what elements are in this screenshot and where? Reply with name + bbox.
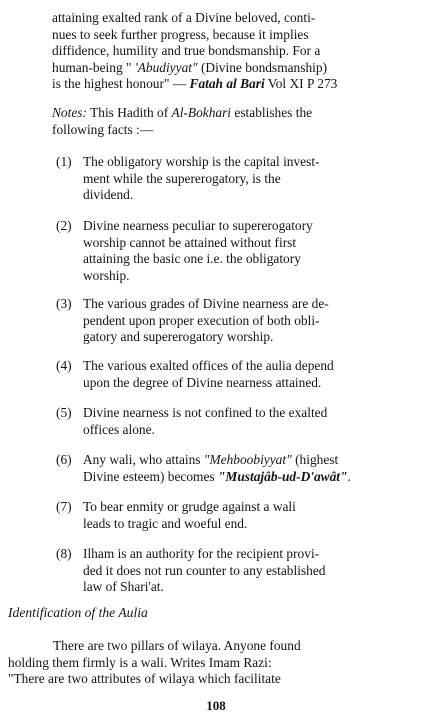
text-line: worship. xyxy=(83,267,130,283)
notes-label: Notes: xyxy=(52,105,87,120)
text-line: The various exalted offices of the aulia depend xyxy=(83,358,334,373)
item-number: (6) xyxy=(56,452,72,467)
text-line: "There are two attributes of wilaya which facilitate xyxy=(8,671,281,686)
item-number: (8) xyxy=(56,546,72,561)
page-number: 108 xyxy=(206,698,226,713)
text-line: upon the degree of Divine nearness attained. xyxy=(83,374,322,390)
text-line: ded it does not run counter to any established xyxy=(83,562,326,578)
text-line: To bear enmity or grudge against a wali xyxy=(83,499,296,514)
item-number: (1) xyxy=(56,154,72,169)
text-line: worship cannot be attained without first xyxy=(83,234,297,250)
item-number: (5) xyxy=(56,405,72,420)
text-line: Ilham is an authority for the recipient provi- xyxy=(83,546,320,561)
text-line: attaining exalted rank of a Divine beloved, conti- xyxy=(52,10,316,25)
text-line: is the highest honour" — Fatah al Bari Vol XI P 273 xyxy=(52,76,338,91)
text-line: following facts :— xyxy=(52,121,154,137)
item-number: (2) xyxy=(56,218,72,233)
text-line: Divine esteem) becomes "Mustajâb-ud-D'awât". xyxy=(83,468,351,484)
italic-term: 'Abudiyyat" xyxy=(134,59,198,75)
italic-term: Al-Bokhari xyxy=(171,105,232,120)
text-line: offices alone. xyxy=(83,421,155,437)
italic-term: "Mehboobiyyat" xyxy=(203,452,292,467)
text-line: gatory and supererogatory worship. xyxy=(83,329,274,344)
body-paragraph xyxy=(8,638,418,688)
text-line: law of Shari'at. xyxy=(83,579,164,594)
text-line: diffidence, humility and true bondsmanship. For a xyxy=(52,43,321,58)
item-number: (3) xyxy=(56,296,72,311)
item-number: (4) xyxy=(56,358,72,373)
intro-paragraph xyxy=(52,10,412,93)
notes-paragraph xyxy=(52,105,412,138)
text-line: Divine nearness is not confined to the exalted xyxy=(83,405,328,420)
text-line: The various grades of Divine nearness are de- xyxy=(83,296,329,311)
text-line: human-being " 'Abudiyyat" (Divine bondsmanship) xyxy=(52,59,328,75)
text-line: Any wali, who attains "Mehboobiyyat" (highest xyxy=(83,452,339,467)
text-line: leads to tragic and woeful end. xyxy=(83,515,248,531)
text-line: nues to seek further progress, because it implies xyxy=(52,26,309,42)
source-citation: Fatah al Bari xyxy=(189,76,265,91)
text-line: ment while the supererogatory, is the xyxy=(83,170,281,186)
italic-term: "Mustajâb-ud-D'awât" xyxy=(217,468,348,484)
text-line: There are two pillars of wilaya. Anyone found xyxy=(53,638,301,653)
text-line: attaining the basic one i.e. the obligatory xyxy=(83,251,301,266)
text-line: dividend. xyxy=(83,187,134,202)
text-line: Divine nearness peculiar to supererogatory xyxy=(83,218,313,233)
text-line: pendent upon proper execution of both obli- xyxy=(83,312,320,328)
section-heading: Identification of the Aulia xyxy=(8,605,148,620)
text-line: holding them firmly is a wali. Writes Imam Razi: xyxy=(8,654,272,670)
text-line: Notes: This Hadith of Al-Bokhari establishes the xyxy=(52,105,313,120)
text-line: The obligatory worship is the capital invest- xyxy=(83,154,320,169)
item-number: (7) xyxy=(56,499,72,514)
